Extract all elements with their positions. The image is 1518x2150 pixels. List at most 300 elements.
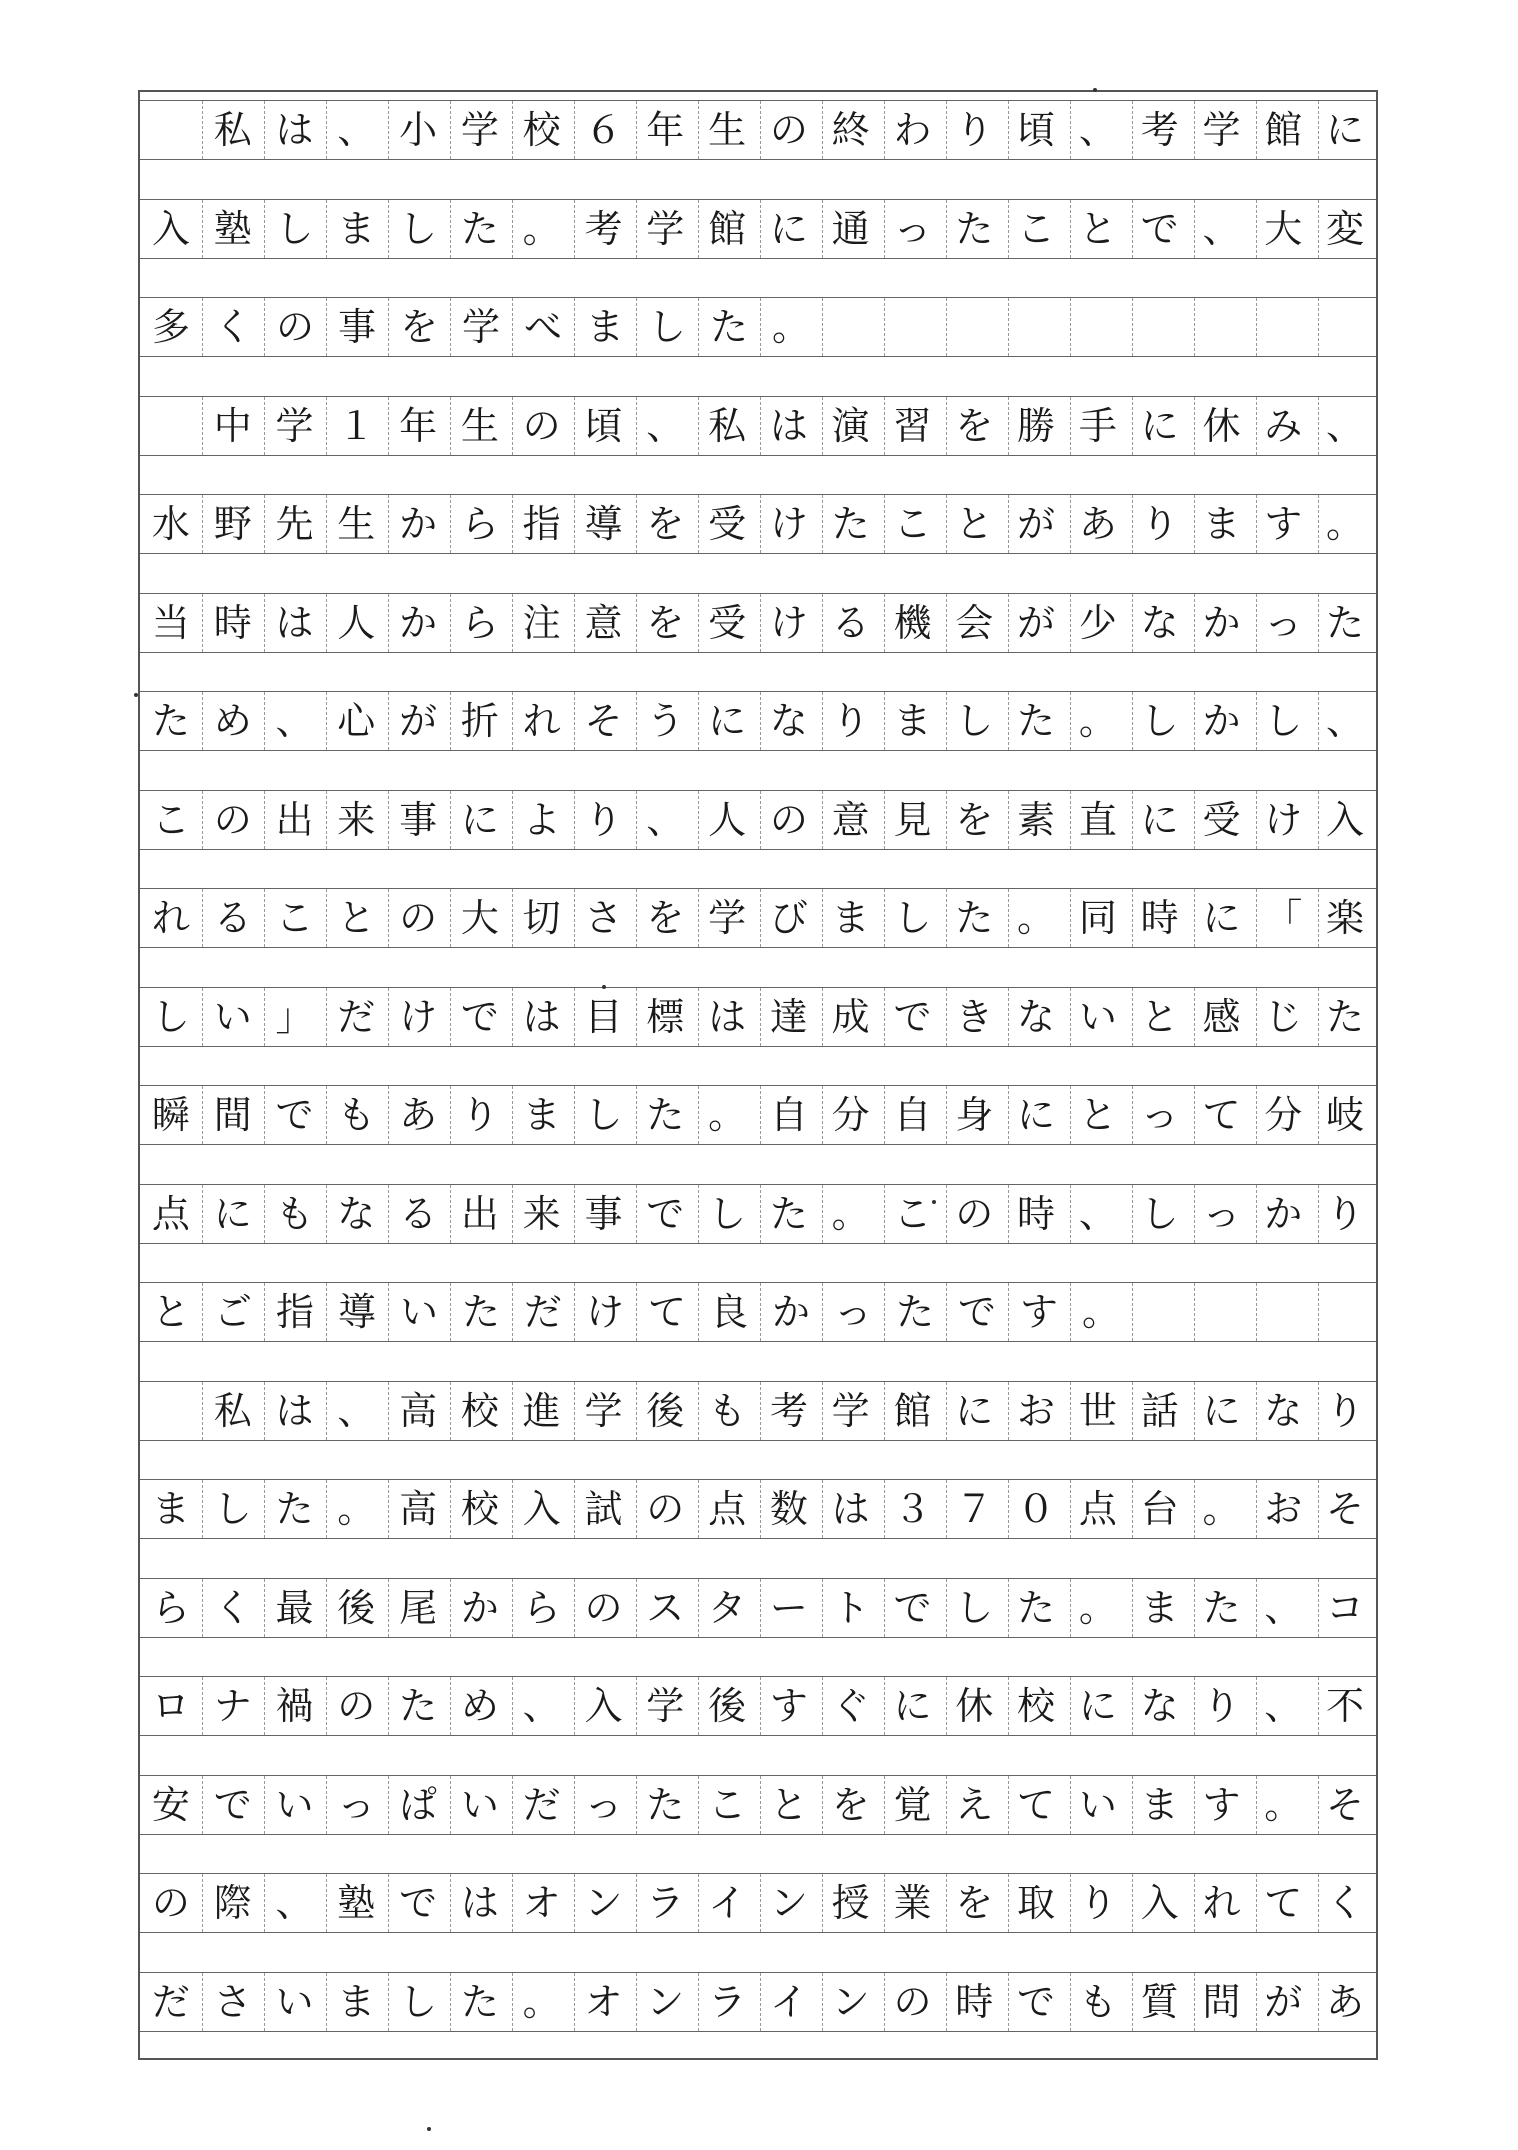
manuscript-char: が	[399, 699, 438, 743]
manuscript-char: か	[399, 600, 438, 645]
manuscript-char: も	[1078, 1979, 1117, 2024]
manuscript-char: 。	[1078, 1585, 1117, 1630]
manuscript-char: い	[213, 994, 252, 1039]
manuscript-char: り	[955, 108, 994, 152]
manuscript-char: 生	[708, 108, 747, 152]
manuscript-char: れ	[1202, 1881, 1241, 1925]
manuscript-line	[140, 1874, 1376, 1932]
manuscript-char: １	[337, 403, 376, 448]
manuscript-char: タ	[708, 1585, 747, 1630]
manuscript-char: 高	[399, 1487, 438, 1531]
manuscript-char: れ	[522, 699, 561, 743]
manuscript-char: ７	[955, 1487, 994, 1531]
manuscript-char: 館	[1264, 108, 1303, 152]
manuscript-line	[140, 594, 1376, 652]
manuscript-char: 。	[708, 1093, 747, 1137]
manuscript-row	[140, 1479, 1376, 1539]
manuscript-char: 野	[213, 502, 252, 546]
manuscript-char: ま	[1140, 1585, 1179, 1630]
manuscript-char: し	[893, 896, 932, 940]
manuscript-char: 不	[1326, 1684, 1365, 1728]
manuscript-char: の	[399, 896, 438, 940]
manuscript-char: だ	[523, 1290, 562, 1334]
manuscript-char: 受	[708, 600, 747, 645]
manuscript-char: っ	[584, 1782, 623, 1827]
manuscript-char: 際	[213, 1881, 252, 1925]
manuscript-char: 心	[337, 699, 376, 743]
manuscript-char: 身	[955, 1093, 994, 1137]
manuscript-char: あ	[1326, 1979, 1365, 2024]
manuscript-char: 岐	[1326, 1093, 1365, 1137]
manuscript-char: り	[1326, 1191, 1365, 1236]
manuscript-char: 入	[1140, 1881, 1179, 1925]
manuscript-char: さ	[584, 896, 623, 940]
manuscript-char: 年	[646, 108, 685, 152]
manuscript-char: 頃	[584, 403, 623, 448]
manuscript-char: ラ	[708, 1979, 747, 2024]
manuscript-char: 。	[522, 1979, 561, 2024]
manuscript-char: の	[151, 1881, 190, 1925]
manuscript-char: べ	[523, 305, 562, 349]
manuscript-char: あ	[1078, 502, 1117, 546]
manuscript-char: 年	[399, 403, 438, 448]
manuscript-char: い	[460, 1782, 499, 1827]
manuscript-char: こ	[1017, 206, 1056, 251]
manuscript-char: に	[1078, 1684, 1117, 1728]
manuscript-char: 折	[460, 699, 499, 743]
manuscript-char: 良	[709, 1290, 748, 1334]
manuscript-char: し	[151, 994, 190, 1039]
manuscript-char: ラ	[646, 1881, 685, 1925]
manuscript-char: ー	[769, 1585, 808, 1630]
manuscript-char: 自	[893, 1093, 932, 1137]
manuscript-char: 目	[584, 994, 623, 1039]
manuscript-char: 分	[1264, 1093, 1303, 1137]
manuscript-char: の	[893, 1979, 932, 2024]
manuscript-char: ま	[1140, 1782, 1179, 1827]
manuscript-char: じ	[1264, 994, 1303, 1039]
manuscript-char: び	[769, 896, 808, 940]
manuscript-char: こ	[893, 502, 932, 546]
manuscript-char: に	[213, 1191, 252, 1236]
stray-dot	[427, 2127, 431, 2131]
manuscript-char: か	[771, 1290, 810, 1334]
manuscript-char: 私	[708, 403, 747, 448]
manuscript-char: を	[831, 1782, 870, 1827]
manuscript-char: お	[1017, 1388, 1056, 1433]
manuscript-row	[140, 100, 1376, 160]
manuscript-char: イ	[708, 1881, 747, 1925]
manuscript-char: 。	[337, 1487, 376, 1531]
manuscript-char: 、	[1326, 403, 1365, 448]
manuscript-char: 変	[1326, 206, 1365, 251]
manuscript-char: し	[275, 206, 314, 251]
manuscript-char: し	[1140, 1191, 1179, 1236]
manuscript-char: ら	[151, 1585, 190, 1630]
manuscript-char: た	[151, 699, 190, 743]
manuscript-char: と	[151, 1290, 190, 1334]
manuscript-char: 塾	[337, 1881, 376, 1925]
manuscript-char: 出	[460, 1191, 499, 1236]
manuscript-line	[140, 1283, 1376, 1341]
manuscript-char: 自	[769, 1093, 808, 1137]
manuscript-char: 後	[646, 1388, 685, 1433]
manuscript-char: そ	[584, 699, 623, 743]
manuscript-char: っ	[893, 206, 932, 251]
manuscript-char: 、	[646, 797, 685, 842]
manuscript-char: け	[1264, 797, 1303, 842]
manuscript-char: が	[1264, 1979, 1303, 2024]
manuscript-char: た	[831, 502, 870, 546]
stray-dot	[1093, 88, 1097, 92]
manuscript-char: た	[1017, 1585, 1056, 1630]
manuscript-char: り	[584, 797, 623, 842]
manuscript-char: は	[522, 994, 561, 1039]
manuscript-char: し	[1264, 699, 1303, 743]
manuscript-row	[140, 297, 1376, 357]
manuscript-char: す	[769, 1684, 808, 1728]
manuscript-char: か	[399, 502, 438, 546]
manuscript-char: だ	[522, 1782, 561, 1827]
manuscript-char: っ	[1140, 1093, 1179, 1137]
genkou-grid	[138, 90, 1378, 2060]
manuscript-char: は	[460, 1881, 499, 1925]
manuscript-char: す	[1202, 1782, 1241, 1827]
manuscript-char: で	[460, 994, 499, 1039]
manuscript-char: 話	[1140, 1388, 1179, 1433]
manuscript-char: に	[893, 1684, 932, 1728]
manuscript-char: 高	[399, 1388, 438, 1433]
manuscript-char: な	[769, 699, 808, 743]
manuscript-char: 後	[337, 1585, 376, 1630]
manuscript-char: 私	[213, 108, 252, 152]
manuscript-char: 注	[522, 600, 561, 645]
manuscript-char: 習	[893, 403, 932, 448]
manuscript-char: で	[893, 1585, 932, 1630]
manuscript-char: オ	[584, 1979, 623, 2024]
manuscript-char: っ	[833, 1290, 872, 1334]
manuscript-row	[140, 593, 1376, 653]
manuscript-char: め	[460, 1684, 499, 1728]
manuscript-char: 学	[275, 403, 314, 448]
manuscript-char: ま	[831, 896, 870, 940]
manuscript-char: ト	[831, 1585, 870, 1630]
manuscript-char: っ	[1264, 600, 1303, 645]
manuscript-char: 入	[584, 1684, 623, 1728]
manuscript-row	[140, 1282, 1376, 1342]
manuscript-char: た	[769, 1191, 808, 1236]
manuscript-char: 点	[151, 1191, 190, 1236]
manuscript-char: 演	[831, 403, 870, 448]
manuscript-char: に	[1140, 797, 1179, 842]
manuscript-char: 少	[1078, 600, 1117, 645]
manuscript-char: も	[708, 1388, 747, 1433]
manuscript-char: こ	[893, 1191, 932, 1236]
manuscript-char: ら	[460, 600, 499, 645]
manuscript-char: 達	[769, 994, 808, 1039]
manuscript-row	[140, 396, 1376, 456]
manuscript-line	[140, 1973, 1376, 2031]
manuscript-char: た	[646, 1782, 685, 1827]
manuscript-line	[140, 1185, 1376, 1243]
manuscript-char: 台	[1140, 1487, 1179, 1531]
manuscript-char: 学	[584, 1388, 623, 1433]
manuscript-line	[140, 988, 1376, 1046]
manuscript-line	[140, 200, 1376, 258]
manuscript-char: り	[1326, 1388, 1365, 1433]
manuscript-char: だ	[337, 994, 376, 1039]
manuscript-line	[140, 1480, 1376, 1538]
manuscript-char: 私	[213, 1388, 252, 1433]
manuscript-char: で	[399, 1881, 438, 1925]
manuscript-char: く	[213, 305, 252, 349]
manuscript-char: そ	[1326, 1487, 1365, 1531]
manuscript-char: 直	[1078, 797, 1117, 842]
manuscript-char: 。	[1326, 502, 1365, 546]
manuscript-char: も	[337, 1093, 376, 1137]
manuscript-char: い	[275, 1979, 314, 2024]
manuscript-char: ぐ	[831, 1684, 870, 1728]
manuscript-char: で	[957, 1290, 996, 1334]
manuscript-char: 禍	[275, 1684, 314, 1728]
manuscript-row	[140, 1085, 1376, 1145]
manuscript-char: か	[1202, 699, 1241, 743]
stray-dot	[134, 693, 138, 697]
manuscript-char: は	[708, 994, 747, 1039]
manuscript-char: た	[461, 1290, 500, 1334]
manuscript-char: に	[1326, 108, 1365, 152]
manuscript-char: そ	[1326, 1782, 1365, 1827]
manuscript-char: と	[1078, 1093, 1117, 1137]
manuscript-char: は	[275, 600, 314, 645]
manuscript-char: ６	[584, 108, 623, 152]
manuscript-char: 楽	[1326, 896, 1365, 940]
manuscript-char: に	[1017, 1093, 1056, 1137]
manuscript-char: ナ	[213, 1684, 252, 1728]
manuscript-char: り	[460, 1093, 499, 1137]
manuscript-char: 先	[275, 502, 314, 546]
manuscript-char: に	[1140, 403, 1179, 448]
manuscript-row	[140, 1676, 1376, 1736]
manuscript-char: り	[1078, 1881, 1117, 1925]
manuscript-char: な	[1017, 994, 1056, 1039]
manuscript-char: た	[1326, 994, 1365, 1039]
manuscript-char: ま	[337, 206, 376, 251]
manuscript-char: な	[1264, 1388, 1303, 1433]
manuscript-line	[140, 397, 1376, 455]
manuscript-char: 学	[646, 1684, 685, 1728]
manuscript-char: っ	[337, 1782, 376, 1827]
manuscript-char: え	[955, 1782, 994, 1827]
manuscript-char: わ	[893, 108, 932, 152]
manuscript-char: に	[708, 699, 747, 743]
manuscript-char: ま	[337, 1979, 376, 2024]
stray-dot	[932, 1200, 936, 1204]
manuscript-char: が	[1017, 502, 1056, 546]
manuscript-char: ３	[893, 1487, 932, 1531]
manuscript-char: お	[1264, 1487, 1303, 1531]
manuscript-char: し	[399, 1979, 438, 2024]
manuscript-char: オ	[522, 1881, 561, 1925]
manuscript-row	[140, 1184, 1376, 1244]
manuscript-char: す	[1019, 1290, 1058, 1334]
manuscript-row	[140, 790, 1376, 850]
manuscript-char: 、	[522, 1684, 561, 1728]
manuscript-char: と	[1140, 994, 1179, 1039]
manuscript-char: を	[955, 1881, 994, 1925]
manuscript-char: 入	[151, 206, 190, 251]
manuscript-char: 、	[337, 1388, 376, 1433]
manuscript-char: 中	[213, 403, 252, 448]
manuscript-char: 瞬	[151, 1093, 190, 1137]
manuscript-char: て	[1264, 1881, 1303, 1925]
manuscript-char: み	[1264, 403, 1303, 448]
manuscript-char: た	[1017, 699, 1056, 743]
manuscript-char: き	[955, 994, 994, 1039]
manuscript-char: ら	[522, 1585, 561, 1630]
manuscript-line	[140, 1776, 1376, 1834]
manuscript-char: い	[399, 1290, 438, 1334]
manuscript-char: り	[831, 699, 870, 743]
manuscript-char: を	[646, 502, 685, 546]
manuscript-char: 問	[1202, 1979, 1241, 2024]
manuscript-char: 来	[337, 797, 376, 842]
manuscript-char: を	[646, 896, 685, 940]
manuscript-row	[140, 987, 1376, 1047]
manuscript-char: よ	[522, 797, 561, 842]
manuscript-line	[140, 495, 1376, 553]
manuscript-char: の	[646, 1487, 685, 1531]
manuscript-char: 考	[584, 206, 623, 251]
manuscript-char: の	[213, 797, 252, 842]
manuscript-char: い	[275, 1782, 314, 1827]
manuscript-char: コ	[1326, 1585, 1365, 1630]
manuscript-char: 入	[522, 1487, 561, 1531]
manuscript-char: あ	[399, 1093, 438, 1137]
manuscript-char: 、	[275, 1881, 314, 1925]
manuscript-char: 校	[522, 108, 561, 152]
manuscript-char: の	[522, 403, 561, 448]
manuscript-char: な	[337, 1191, 376, 1236]
manuscript-char: に	[769, 206, 808, 251]
manuscript-char: た	[709, 305, 748, 349]
manuscript-char: 。	[522, 206, 561, 251]
manuscript-char: 世	[1078, 1388, 1117, 1433]
manuscript-char: 学	[1202, 108, 1241, 152]
manuscript-char: ま	[1202, 502, 1241, 546]
manuscript-char: 当	[151, 600, 190, 645]
manuscript-char: ご	[213, 1290, 252, 1334]
manuscript-char	[140, 100, 202, 160]
manuscript-char: う	[646, 699, 685, 743]
manuscript-char: 多	[151, 305, 190, 349]
manuscript-char: か	[1264, 1191, 1303, 1236]
manuscript-char: 館	[708, 206, 747, 251]
manuscript-char: し	[647, 305, 686, 349]
manuscript-char: か	[460, 1585, 499, 1630]
manuscript-char: だ	[151, 1979, 190, 2024]
manuscript-char	[140, 396, 202, 456]
manuscript-char: く	[213, 1585, 252, 1630]
manuscript-line	[140, 791, 1376, 849]
manuscript-char: 考	[1140, 108, 1179, 152]
manuscript-char: の	[275, 305, 314, 349]
manuscript-char: 終	[831, 108, 870, 152]
manuscript-char: し	[955, 699, 994, 743]
manuscript-char: し	[213, 1487, 252, 1531]
manuscript-char: た	[955, 896, 994, 940]
manuscript-char: 。	[1017, 896, 1056, 940]
manuscript-char: 、	[646, 403, 685, 448]
manuscript-char: の	[769, 797, 808, 842]
manuscript-char: 取	[1017, 1881, 1056, 1925]
manuscript-char: 事	[584, 1191, 623, 1236]
manuscript-char: こ	[151, 797, 190, 842]
manuscript-char: 進	[522, 1388, 561, 1433]
manuscript-char: で	[646, 1191, 685, 1236]
manuscript-row	[140, 1381, 1376, 1441]
manuscript-char: 考	[769, 1388, 808, 1433]
manuscript-row	[140, 691, 1376, 751]
manuscript-char: イ	[769, 1979, 808, 2024]
manuscript-char: こ	[275, 896, 314, 940]
manuscript-char: 見	[893, 797, 932, 842]
manuscript-char: 学	[460, 108, 499, 152]
manuscript-char: た	[955, 206, 994, 251]
manuscript-char: し	[399, 206, 438, 251]
manuscript-char: 受	[1202, 797, 1241, 842]
manuscript-char: け	[585, 1290, 624, 1334]
manuscript-char: 意	[584, 600, 623, 645]
manuscript-char: け	[769, 502, 808, 546]
manuscript-char: 素	[1017, 797, 1056, 842]
manuscript-char: ま	[151, 1487, 190, 1531]
manuscript-char: 導	[337, 1290, 376, 1334]
manuscript-char: る	[213, 896, 252, 940]
manuscript-char: 。	[771, 305, 810, 349]
manuscript-char: 学	[831, 1388, 870, 1433]
manuscript-char: 、	[1264, 1684, 1303, 1728]
manuscript-char: 時	[1017, 1191, 1056, 1236]
manuscript-char: 人	[708, 797, 747, 842]
manuscript-char: ぱ	[399, 1782, 438, 1827]
manuscript-char: 勝	[1017, 403, 1056, 448]
manuscript-char: く	[1326, 1881, 1365, 1925]
manuscript-char: 、	[337, 108, 376, 152]
manuscript-row	[140, 888, 1376, 948]
manuscript-char: ら	[460, 502, 499, 546]
manuscript-char: な	[1140, 1684, 1179, 1728]
manuscript-char: ン	[831, 1979, 870, 2024]
manuscript-char: 校	[460, 1487, 499, 1531]
manuscript-char: 時	[1140, 896, 1179, 940]
manuscript-line	[140, 101, 1376, 159]
manuscript-char: 学	[708, 896, 747, 940]
manuscript-char: 学	[461, 305, 500, 349]
manuscript-row	[140, 1873, 1376, 1933]
manuscript-char: も	[275, 1191, 314, 1236]
manuscript-char: 館	[893, 1388, 932, 1433]
manuscript-char: こ	[708, 1782, 747, 1827]
manuscript-char: の	[584, 1585, 623, 1630]
manuscript-char: 質	[1140, 1979, 1179, 2024]
manuscript-char: と	[769, 1782, 808, 1827]
manuscript-char: 校	[460, 1388, 499, 1433]
manuscript-line	[140, 1382, 1376, 1440]
manuscript-char: た	[1326, 600, 1365, 645]
manuscript-char: 切	[522, 896, 561, 940]
manuscript-char	[140, 1381, 202, 1441]
